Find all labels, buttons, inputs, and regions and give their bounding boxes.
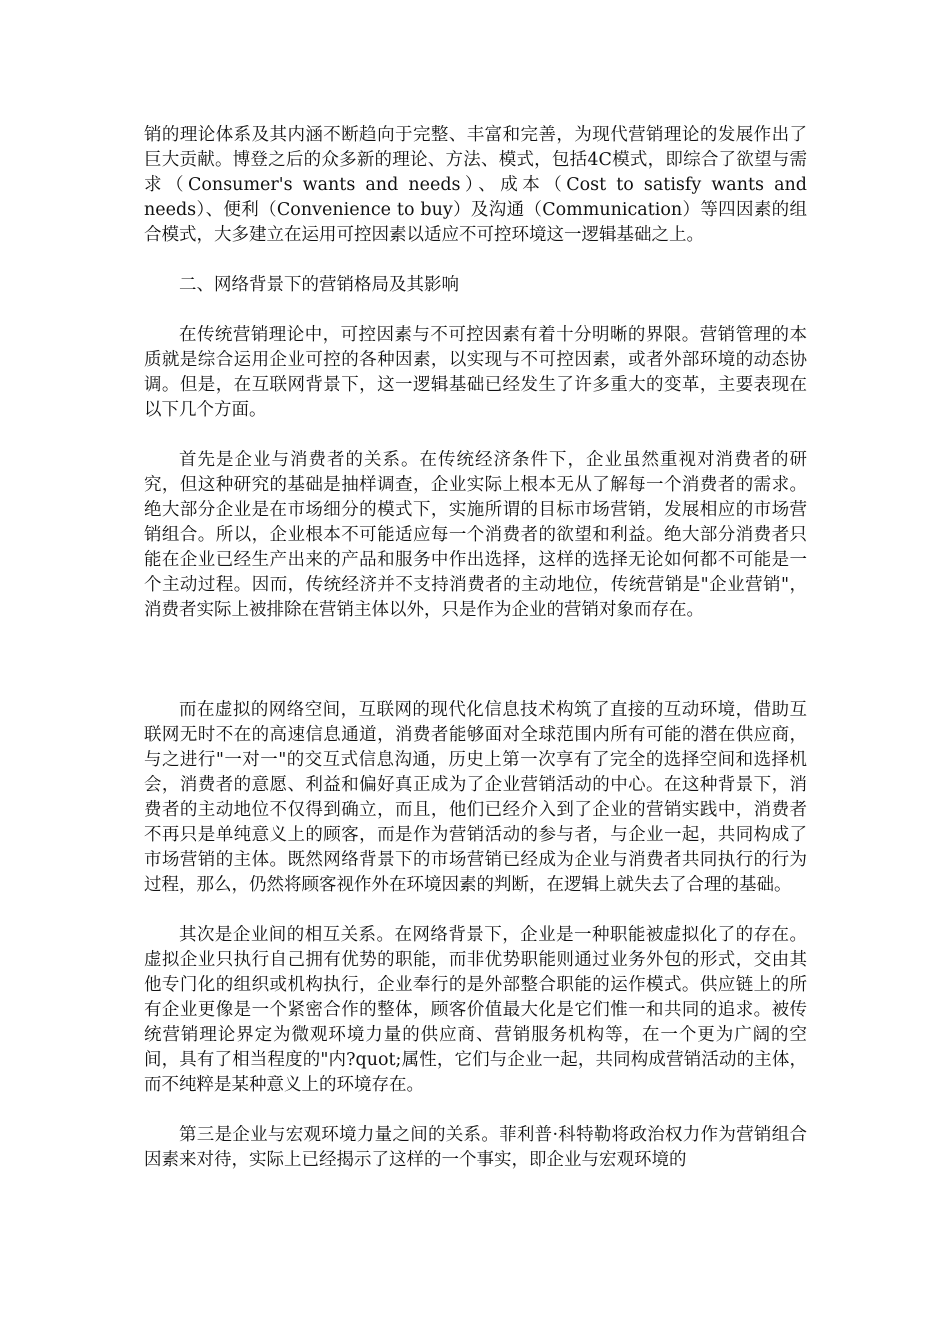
paragraph: 首先是企业与消费者的关系。在传统经济条件下，企业虽然重视对消费者的研究，但这种研究的基础是抽样调查，企业实际上根本无从了解每一个消费者的需求。绝大部分企业是在市场细分的模式下，实施所谓的目标市场营销，发展相应的市场营销组合。所以，企业根本不可能适应每一个消费者的欲望和利益。绝大部分消费者只能在企业已经生产出来的产品和服务中作出选择，这样的选择无论如何都不可能是一个主动过程。因而，传统经济并不支持消费者的主动地位，传统营销是"企业营销"，消费者实际上被排除在营销主体以外，只是作为企业的营销对象而存在。	[144, 450, 807, 620]
paragraph: 其次是企业间的相互关系。在网络背景下，企业是一种职能被虚拟化了的存在。虚拟企业只执行自己拥有优势的职能，而非优势职能则通过业务外包的形式，交由其他专门化的组织或机构执行，企业奉行的是外部整合职能的运作模式。供应链上的所有企业更像是一个紧密合作的整体，顾客价值最大化是它们惟一和共同的追求。被传统营销理论界定为微观环境力量的供应商、营销服务机构等，在一个更为广阔的空间，具有了相当程度的"内?quot;属性，它们与企业一起，共同构成营销活动的主体，而不纯粹是某种意义上的环境存在。	[144, 925, 807, 1095]
section-heading: 二、网络背景下的营销格局及其影响	[179, 275, 459, 295]
document-body	[144, 123, 807, 1198]
paragraph: 在传统营销理论中，可控因素与不可控因素有着十分明晰的界限。营销管理的本质就是综合运用企业可控的各种因素，以实现与不可控因素，或者外部环境的动态协调。但是，在互联网背景下，这一逻辑基础已经发生了许多重大的变革，主要表现在以下几个方面。	[144, 325, 807, 420]
paragraph: 第三是企业与宏观环境力量之间的关系。菲利普·科特勒将政治权力作为营销组合因素来对待，实际上已经揭示了这样的一个事实，即企业与宏观环境的	[144, 1125, 807, 1170]
blank-space	[144, 648, 807, 698]
paragraph-continuation: 销的理论体系及其内涵不断趋向于完整、丰富和完善，为现代营销理论的发展作出了巨大贡献。博登之后的众多新的理论、方法、模式，包括4C模式，即综合了欲望与需求（Consumer's wants and needs）、成本（Cost to satisfy wants and needs）、便利（Convenience to buy）及沟通（Communication）等四因素的组合模式，大多建立在运用可控因素以适应不可控环境这一逻辑基础之上。	[144, 125, 807, 245]
paragraph: 而在虚拟的网络空间，互联网的现代化信息技术构筑了直接的互动环境，借助互联网无时不在的高速信息通道，消费者能够面对全球范围内所有可能的潜在供应商，与之进行"一对一"的交互式信息沟通，历史上第一次享有了完全的选择空间和选择机会，消费者的意愿、利益和偏好真正成为了企业营销活动的中心。在这种背景下，消费者的主动地位不仅得到确立，而且，他们已经介入到了企业的营销实践中，消费者不再只是单纯意义上的顾客，而是作为营销活动的参与者，与企业一起，共同构成了市场营销的主体。既然网络背景下的市场营销已经成为企业与消费者共同执行的行为过程，那么，仍然将顾客视作外在环境因素的判断，在逻辑上就失去了合理的基础。	[144, 700, 807, 895]
